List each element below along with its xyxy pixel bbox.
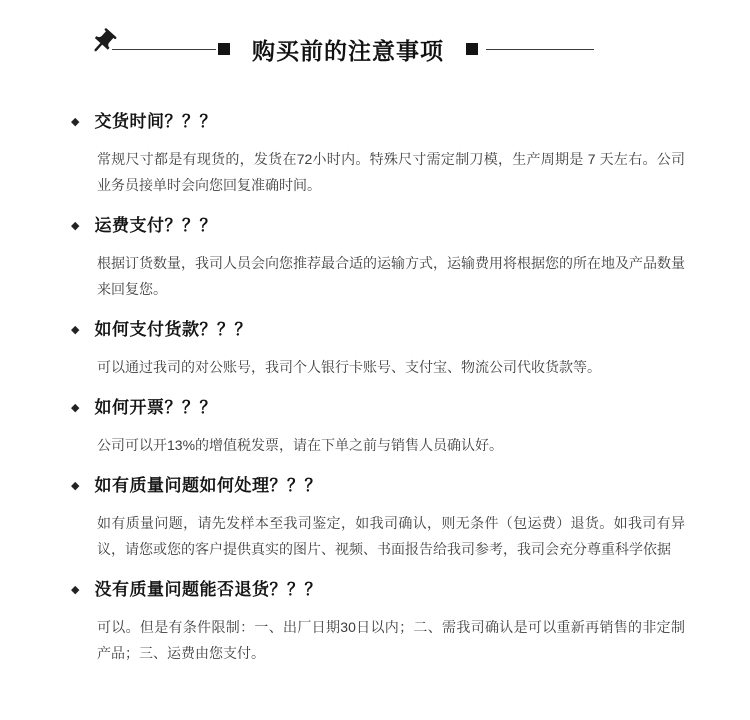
faq-question-row: [71, 476, 690, 496]
faq-item-return-policy: [71, 580, 690, 666]
faq-answer: 可以通过我司的对公账号，我司个人银行卡账号、支付宝、物流公司代收货款等。: [97, 359, 601, 375]
header-square-left: [218, 43, 230, 55]
faq-question: 运费支付？？？: [94, 216, 217, 235]
diamond-bullet-icon: ◆: [71, 220, 80, 232]
faq-list: [0, 112, 750, 666]
header: [0, 0, 750, 64]
faq-item-how-to-pay: [71, 320, 690, 380]
faq-question: 如何支付货款？？？: [94, 320, 252, 339]
pushpin-icon: [82, 21, 124, 63]
diamond-bullet-icon: ◆: [71, 480, 80, 492]
faq-question: 交货时间？？？: [94, 112, 217, 131]
faq-question-row: [71, 216, 690, 236]
page-title: 购买前的注意事项: [252, 37, 444, 64]
faq-question: 如有质量问题如何处理？？？: [94, 476, 322, 495]
faq-item-freight-payment: [71, 216, 690, 302]
faq-question-row: [71, 398, 690, 418]
faq-item-invoice: [71, 398, 690, 458]
faq-item-delivery-time: [71, 112, 690, 198]
diamond-bullet-icon: ◆: [71, 324, 80, 336]
faq-question-row: [71, 112, 690, 132]
faq-question-row: [71, 580, 690, 600]
faq-answer: 根据订货数量，我司人员会向您推荐最合适的运输方式，运输费用将根据您的所在地及产品数量来回复您。: [97, 255, 685, 297]
faq-item-quality-issue: [71, 476, 690, 562]
faq-answer: 常规尺寸都是有现货的，发货在72小时内。特殊尺寸需定制刀模，生产周期是 7 天左右。公司业务员接单时会向您回复准确时间。: [97, 151, 685, 193]
header-line-right: [486, 49, 594, 50]
diamond-bullet-icon: ◆: [71, 116, 80, 128]
faq-question: 没有质量问题能否退货？？？: [94, 580, 322, 599]
diamond-bullet-icon: ◆: [71, 402, 80, 414]
header-square-right: [466, 43, 478, 55]
faq-question: 如何开票？？？: [94, 398, 217, 417]
faq-answer: 如有质量问题，请先发样本至我司鉴定，如我司确认，则无条件（包运费）退货。如我司有异议，请您或您的客户提供真实的图片、视频、书面报告给我司参考，我司会充分尊重科学依据: [97, 515, 685, 557]
faq-answer: 公司可以开13%的增值税发票，请在下单之前与销售人员确认好。: [97, 437, 504, 453]
faq-question-row: [71, 320, 690, 340]
header-line-left: [112, 49, 216, 50]
diamond-bullet-icon: ◆: [71, 584, 80, 596]
faq-answer: 可以。但是有条件限制：一、出厂日期30日以内；二、需我司确认是可以重新再销售的非定制产品；三、运费由您支付。: [97, 619, 685, 661]
